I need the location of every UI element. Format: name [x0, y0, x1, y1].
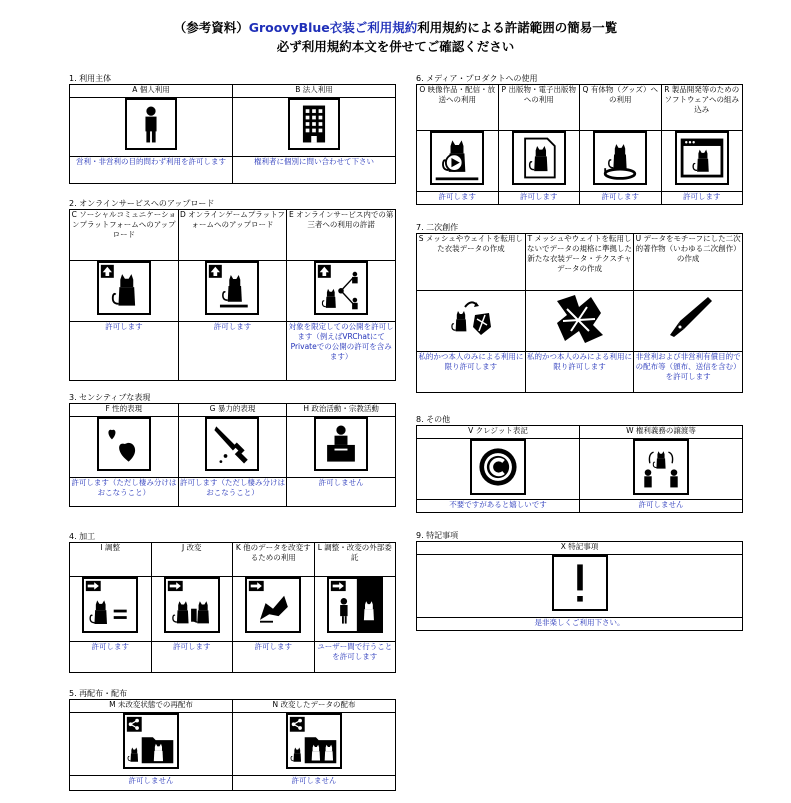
cell-label: N 改変したデータの配布	[233, 700, 396, 713]
section-online-upload	[69, 198, 396, 381]
section-title: 1. 利用主体	[69, 74, 112, 83]
outsource-icon	[327, 577, 383, 633]
cell-label: X 特記事項	[417, 542, 743, 555]
cell-label: V クレジット表記	[417, 426, 580, 439]
section-title: 8. その他	[416, 415, 451, 424]
permission-table	[69, 542, 396, 673]
cell-footer: 対象を限定しての公開を許可します（例えばVRChatにてPrivateでの公開の許可を含みます）	[287, 322, 396, 381]
adjust-icon	[82, 577, 138, 633]
section-other	[416, 414, 743, 513]
cell-footer: 許可します	[580, 192, 662, 205]
upload-game-icon	[205, 261, 259, 315]
cell-footer: 許可しません	[233, 776, 396, 791]
cell-footer: 許可しません	[287, 478, 396, 507]
publication-icon	[512, 131, 566, 185]
section-title: 7. 二次創作	[416, 223, 459, 232]
cell-footer: 不要ですがあると嬉しいです	[417, 500, 580, 513]
cell-label: F 性的表現	[70, 404, 179, 417]
person-icon	[125, 98, 177, 150]
section-redistribution	[69, 688, 396, 791]
section-modification	[69, 531, 396, 673]
cell-footer: 許可します	[70, 642, 152, 673]
cell-footer: 私的かつ本人のみによる利用に限り許可します	[417, 352, 526, 393]
goods-icon	[593, 131, 647, 185]
section-special-notes	[416, 530, 743, 631]
podium-icon	[314, 417, 368, 471]
cell-label: U データをモチーフにした二次的著作物（いわゆる二次創作）の作成	[634, 234, 743, 291]
cell-footer: 私的かつ本人のみによる利用に限り許可します	[525, 352, 634, 393]
permission-table	[69, 699, 396, 791]
cell-footer: 是非楽しくご利用下さい。	[417, 618, 743, 631]
cell-footer: 許可します（ただし棲み分けはおこなうこと）	[178, 478, 287, 507]
section-title: 2. オンラインサービスへのアップロード	[69, 199, 215, 208]
cell-footer: 許可しません	[580, 500, 743, 513]
section-title: 5. 再配布・配布	[69, 689, 128, 698]
cell-label: H 政治活動・宗教活動	[287, 404, 396, 417]
permission-table	[69, 403, 396, 507]
section-title: 3. センシティブな表現	[69, 393, 151, 402]
cell-footer: 権利者に個別に問い合わせて下さい	[233, 157, 396, 184]
cell-label: D オンラインゲームプラットフォームへのアップロード	[178, 210, 287, 261]
cell-footer: 許可します	[70, 322, 179, 381]
section-media-products	[416, 73, 743, 205]
reuse-data-icon	[245, 577, 301, 633]
page-subtitle: 必ず利用規約本文を併せてご確認ください	[276, 39, 515, 54]
cell-label: B 法人利用	[233, 85, 396, 98]
cell-label: W 権利義務の譲渡等	[580, 426, 743, 439]
cell-label: L 調整・改変の外部委託	[314, 543, 396, 577]
permission-table	[416, 425, 743, 513]
cell-footer: 許可します	[178, 322, 287, 381]
section-sensitive-expression	[69, 392, 396, 507]
cell-label: E オンラインサービス内での第三者への利用の許諾	[287, 210, 396, 261]
cell-label: M 未改変状態での再配布	[70, 700, 233, 713]
hearts-icon	[97, 417, 151, 471]
cell-label: C ソーシャルコミュニケーションプラットフォームへのアップロード	[70, 210, 179, 261]
cell-footer: 許可します	[661, 192, 743, 205]
section-title: 6. メディア・プロダクトへの使用	[416, 74, 538, 83]
permission-table	[416, 541, 743, 631]
pen-icon	[660, 291, 716, 347]
permission-table	[69, 209, 396, 381]
cell-footer: 非営利および非営利有償目的での配布等（頒布、送信を含む）を許可します	[634, 352, 743, 393]
redistribute-icon	[123, 713, 179, 769]
section-usage-subject	[69, 73, 396, 184]
permission-table	[416, 233, 743, 393]
cell-label: K 他のデータを改変するための利用	[233, 543, 315, 577]
cell-label: G 暴力的表現	[178, 404, 287, 417]
permission-table	[416, 84, 743, 205]
new-costume-icon	[551, 291, 607, 347]
cell-label: J 改変	[151, 543, 233, 577]
knife-icon	[205, 417, 259, 471]
distribute-modified-icon	[286, 713, 342, 769]
cell-footer: 許可します	[417, 192, 499, 205]
section-derivative-works	[416, 222, 743, 393]
video-icon	[430, 131, 484, 185]
cell-footer: 許可します	[498, 192, 580, 205]
software-icon	[675, 131, 729, 185]
building-icon	[288, 98, 340, 150]
cell-label: S メッシュやウェイトを転用した衣装データの作成	[417, 234, 526, 291]
cell-footer: 許可します（ただし棲み分けはおこなうこと）	[70, 478, 179, 507]
cell-label: A 個人利用	[70, 85, 233, 98]
cell-label: I 調整	[70, 543, 152, 577]
modify-icon	[164, 577, 220, 633]
copyright-icon	[470, 439, 526, 495]
cell-label: T メッシュやウェイトを転用しないでデータの規格に準拠した新たな衣装データ・テクスチャデータの作成	[525, 234, 634, 291]
section-title: 4. 加工	[69, 532, 96, 541]
page-title: （参考資料）GroovyBlue衣装ご利用規約利用規約による許諾範囲の簡易一覧	[173, 20, 618, 35]
permission-table	[69, 84, 396, 184]
cell-label: P 出版物・電子出版物への利用	[498, 85, 580, 131]
mesh-reuse-icon	[445, 291, 497, 343]
transfer-icon	[633, 439, 689, 495]
cell-footer: 許可します	[233, 642, 315, 673]
share-third-party-icon	[314, 261, 368, 315]
section-title: 9. 特記事項	[416, 531, 459, 540]
cell-label: Q 有体物（グッズ）への利用	[580, 85, 662, 131]
exclamation-icon	[552, 555, 608, 611]
cell-footer: 許可します	[151, 642, 233, 673]
cell-label: O 映像作品・配信・放送への利用	[417, 85, 499, 131]
cell-label: R 製品開発等のためのソフトウェアへの組み込み	[661, 85, 743, 131]
cell-footer: 許可しません	[70, 776, 233, 791]
terms-link[interactable]: GroovyBlue衣装ご利用規約	[248, 20, 418, 35]
cell-footer: ユーザー間で行うことを許可します	[314, 642, 396, 673]
upload-social-icon	[97, 261, 151, 315]
cell-footer: 営利・非営利の目的問わず利用を許可します	[70, 157, 233, 184]
